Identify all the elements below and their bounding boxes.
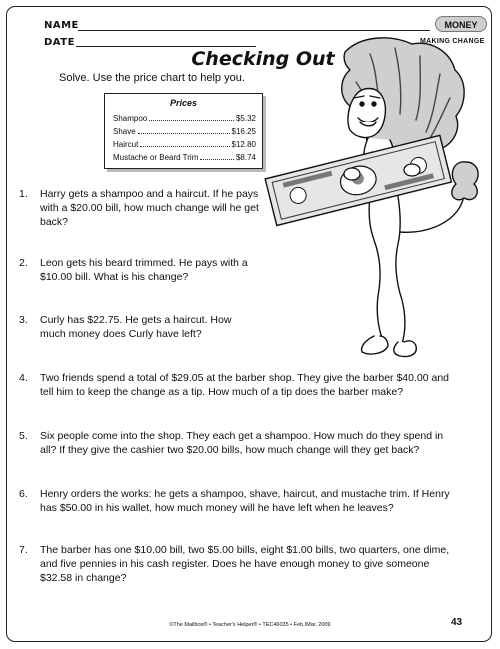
question-4: 4. Two friends spend a total of $29.05 at the barber shop. They give the barber $40.00 and tell him to keep the change as a tip. How much of a tip does the barber make? <box>19 372 450 398</box>
name-line <box>78 30 430 31</box>
subject-badge: MONEY <box>435 16 487 32</box>
price-row <box>113 140 256 149</box>
price-item-label: Mustache or Beard Trim <box>113 153 199 162</box>
question-3: 3. Curly has $22.75. He gets a haircut. How much money does Curly have left? <box>19 314 232 340</box>
name-label: NAME <box>44 20 79 31</box>
price-row <box>113 114 256 123</box>
price-row <box>113 153 256 162</box>
price-item-value: $5.32 <box>235 114 256 123</box>
price-item-label: Haircut <box>113 140 139 149</box>
price-item-label: Shave <box>113 127 136 136</box>
price-item-value: $16.25 <box>231 127 256 136</box>
footer-credit: ©The Mailbox® • Teacher's Helper® • TEC46035 • Feb./Mar. 2009 <box>169 622 331 628</box>
price-row <box>113 127 256 136</box>
price-chart <box>104 93 263 169</box>
page-title: Checking Out <box>191 48 335 70</box>
price-item-label: Shampoo <box>113 114 148 123</box>
price-item-value: $8.74 <box>235 153 256 162</box>
lion-illustration <box>250 34 490 364</box>
price-item-value: $12.80 <box>231 140 256 149</box>
question-6: 6. Henry orders the works: he gets a shampoo, shave, haircut, and mustache trim. If Henry has $50.00 in his wallet, how much money will he have left when he leaves? <box>19 488 450 514</box>
question-7: 7. The barber has one $10.00 bill, two $5.00 bills, eight $1.00 bills, two quarters, one dime, and five pennies in his cash register. Does he have enough money to give someone $32.58 in change? <box>19 544 450 584</box>
question-5: 5. Six people come into the shop. They each get a shampoo. How much do they spend in all? If they give the cashier two $20.00 bills, how much change will they get back? <box>19 430 444 456</box>
instructions: Solve. Use the price chart to help you. <box>59 72 245 84</box>
page-number: 43 <box>451 617 463 628</box>
price-chart-title: Prices <box>169 98 198 108</box>
topic-label: MAKING CHANGE <box>420 38 485 45</box>
question-1: 1. Harry gets a shampoo and a haircut. If he pays with a $20.00 bill, how much change will he get back? <box>19 188 259 228</box>
date-label: DATE <box>44 37 75 48</box>
date-line <box>76 46 256 47</box>
question-2: 2. Leon gets his beard trimmed. He pays with a $10.00 bill. What is his change? <box>19 257 248 283</box>
